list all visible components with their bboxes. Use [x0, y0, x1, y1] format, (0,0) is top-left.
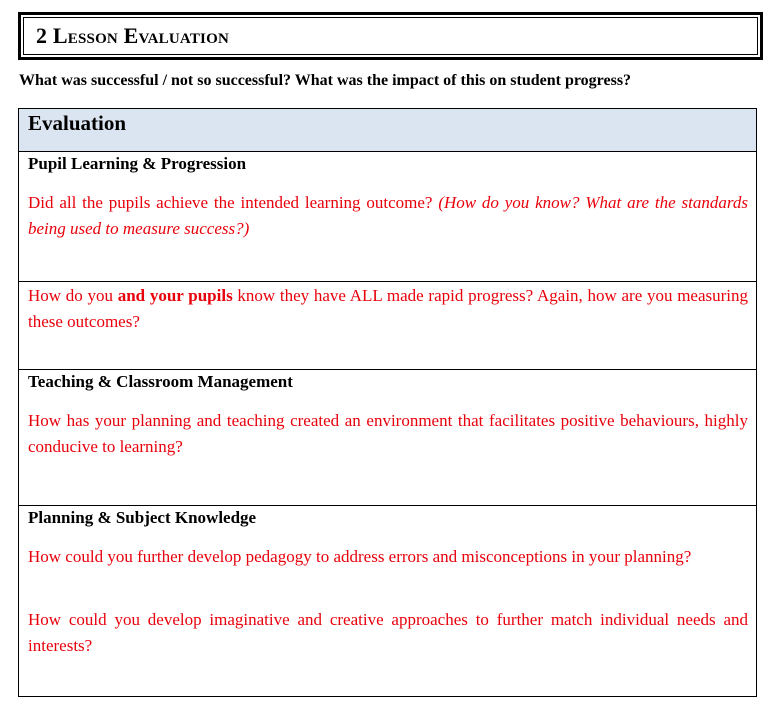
section-heading: Pupil Learning & Progression [28, 154, 247, 173]
prompt-text-2: How could you develop imaginative and creative approaches to further match individual needs and interests? [28, 610, 748, 655]
prompt-text [28, 190, 748, 242]
section-title-inner [23, 17, 758, 55]
evaluation-question: What was successful / not so successful? What was the impact of this on student progress? [19, 72, 632, 89]
prompt-part-b: know they have ALL made rapid progress? Again, how are you measuring these outcomes? [28, 286, 749, 331]
section-pupil-learning[interactable] [19, 152, 756, 282]
prompt-plain: Did all the pupils achieve the intended learning outcome? [28, 193, 439, 212]
prompt-text: How has your planning and teaching created an environment that facilitates positive behaviours, highly conducive to learning? [28, 411, 748, 456]
section-title-text: Lesson Evaluation [52, 23, 229, 48]
section-heading: Planning & Subject Knowledge [28, 508, 257, 527]
prompt-italic: (How do you know? What are the standards being used to measure success?) [28, 193, 748, 238]
section-number: 2 [36, 23, 48, 48]
prompt-text-1: How could you further develop pedagogy to address errors and misconceptions in your planning? [28, 547, 692, 566]
section-teaching-classroom[interactable] [19, 370, 756, 506]
evaluation-table [18, 108, 757, 697]
prompt-text [28, 283, 748, 335]
section-heading: Teaching & Classroom Management [28, 372, 293, 391]
section-planning-subject[interactable] [19, 506, 756, 696]
section-rapid-progress[interactable] [19, 282, 756, 370]
section-title-box [18, 12, 763, 60]
section-title [36, 23, 229, 49]
prompt-part-a: How do you [28, 286, 118, 305]
evaluation-header: Evaluation [19, 109, 756, 152]
prompt-bold: and your pupils [117, 286, 233, 305]
